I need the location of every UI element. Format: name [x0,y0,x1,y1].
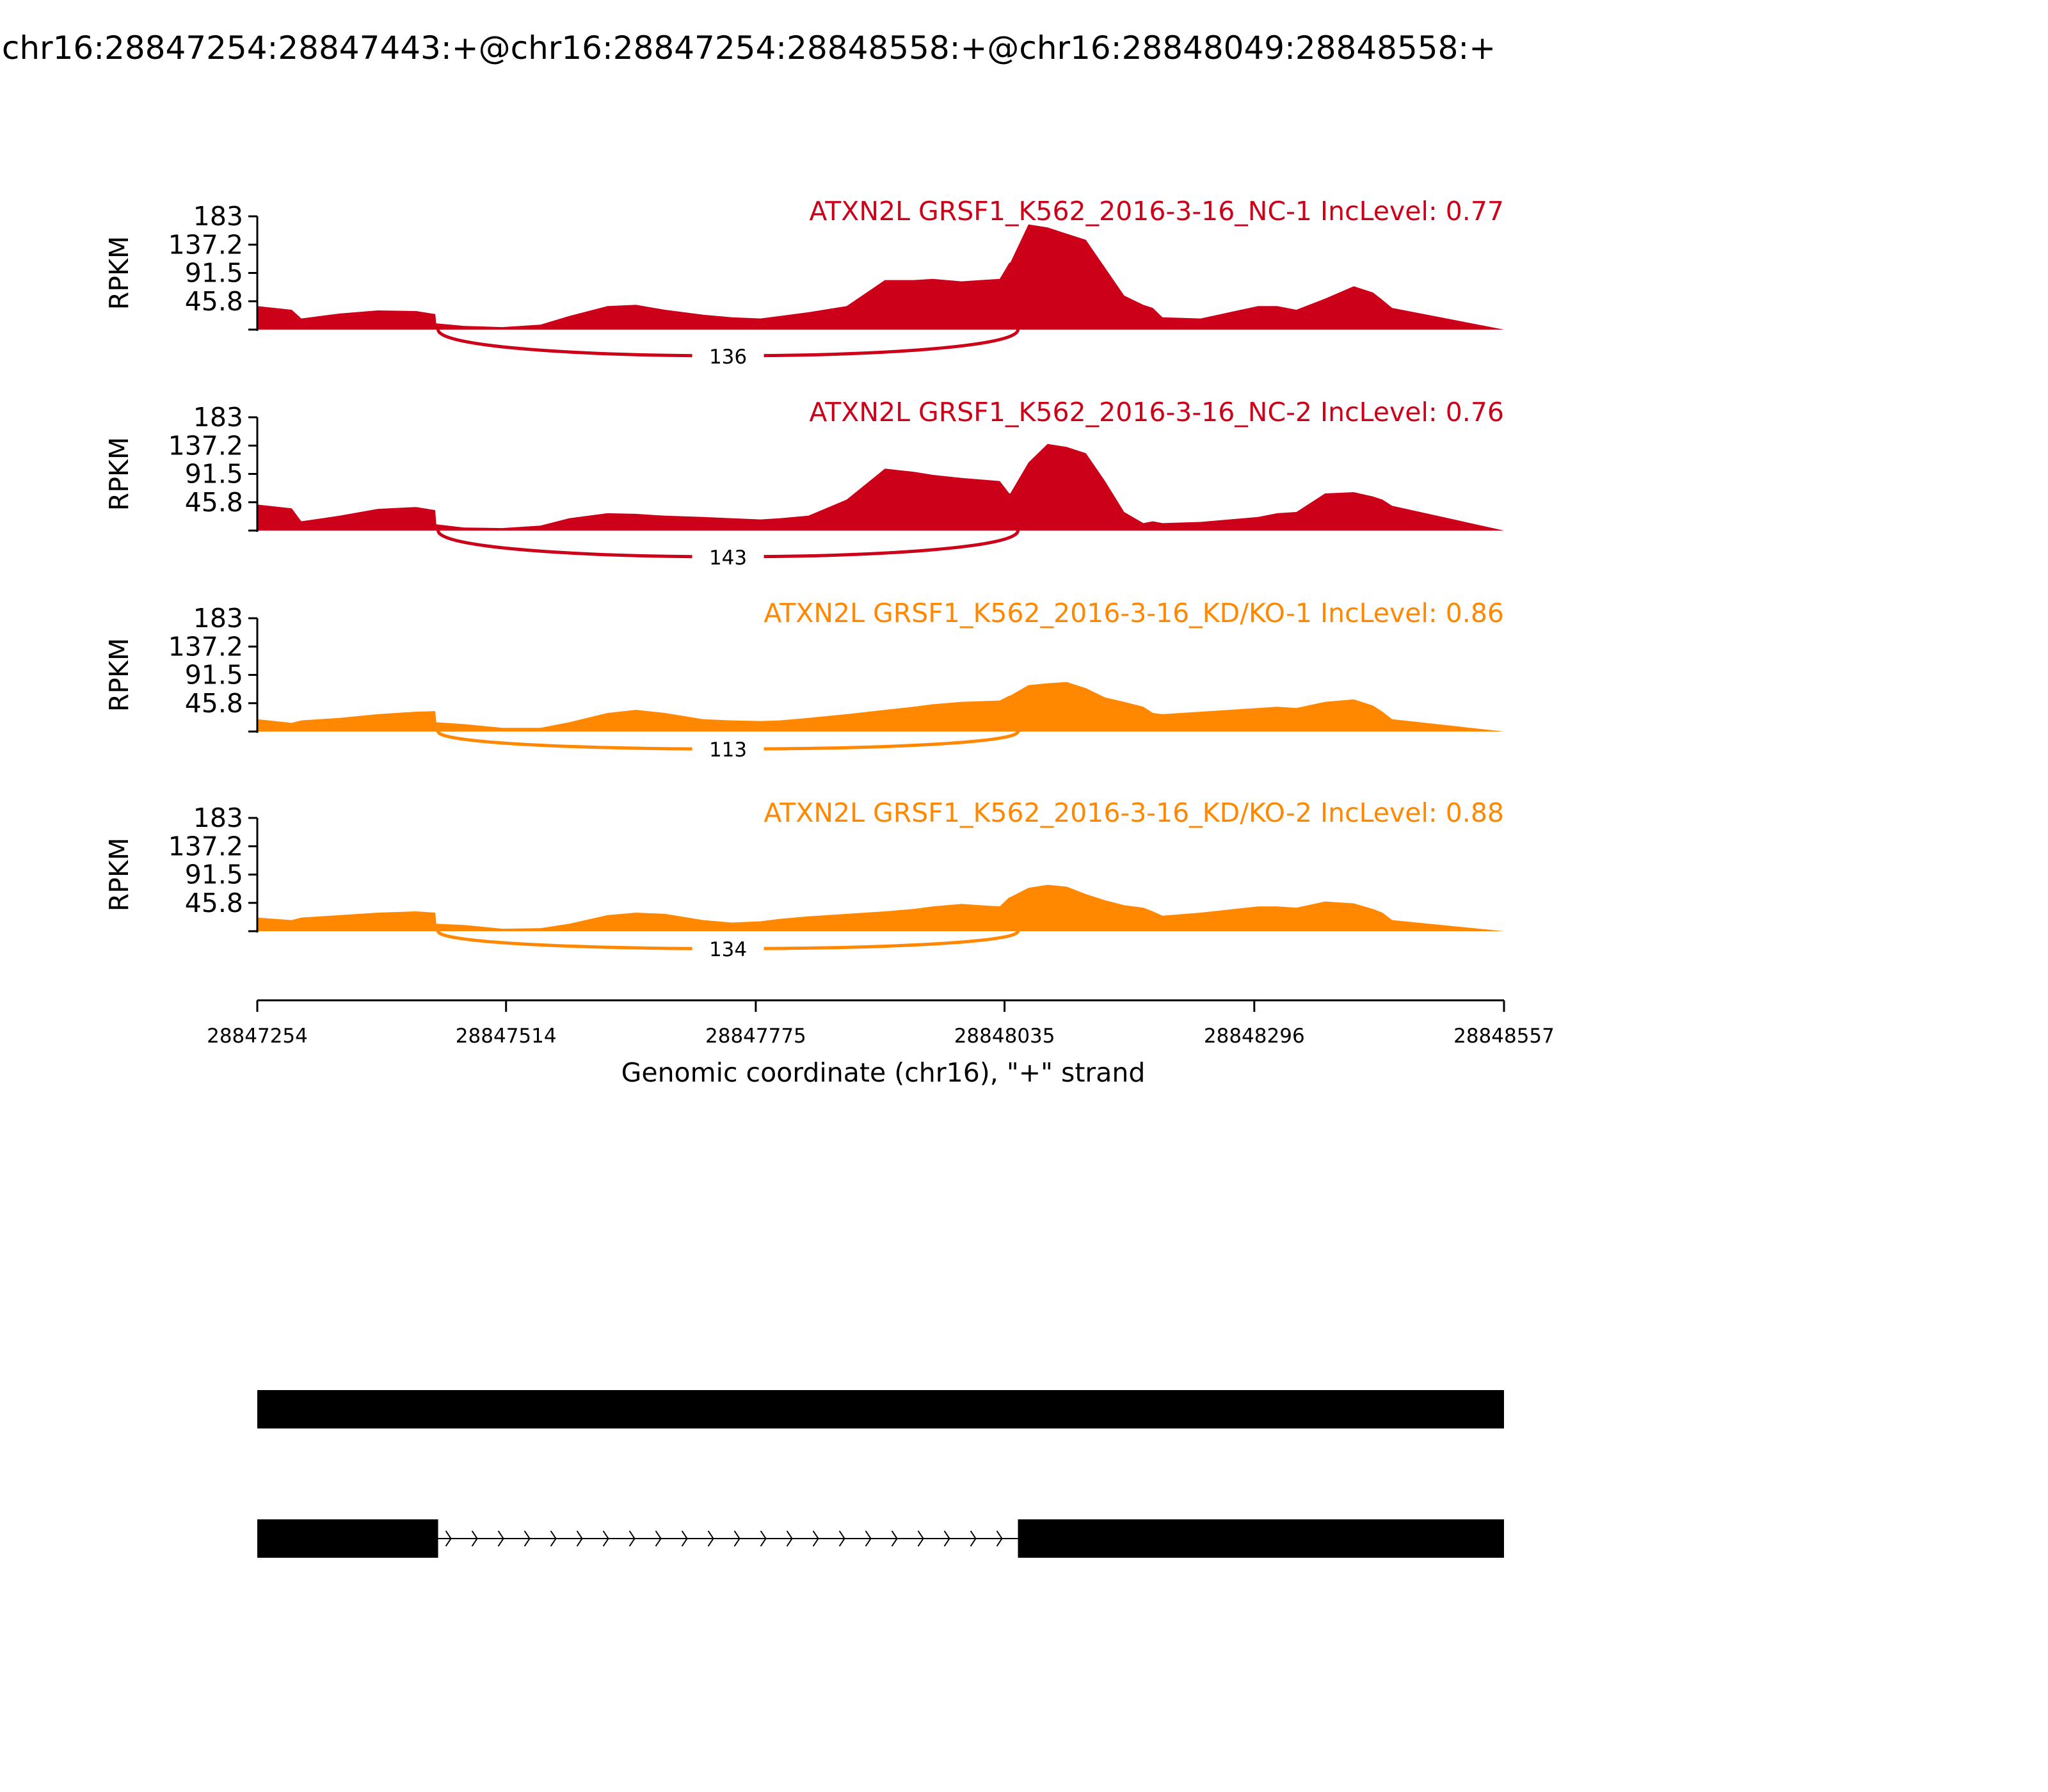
y-tick-label: 183 [193,201,243,232]
y-axis-label: RPKM [104,436,134,511]
coverage-area [257,682,1504,732]
coverage-area [257,885,1504,932]
y-tick-label: 91.5 [184,257,243,289]
x-tick-label: 28847254 [207,1025,308,1048]
coverage-area [257,225,1504,330]
coverage-panel [104,397,1504,572]
y-axis-label: RPKM [104,236,134,310]
coverage-area [257,444,1504,531]
y-tick-label: 91.5 [184,859,243,890]
junction-count: 134 [708,938,748,961]
x-axis-label: Genomic coordinate (chr16), "+" strand [621,1057,1146,1088]
chart-title: chr16:28847254:28847443:+@chr16:28847254:28848558:+@chr16:28848049:28848558:+ [1,29,1496,67]
y-tick-label: 45.8 [184,887,243,918]
x-tick-label: 28848557 [1453,1025,1555,1048]
y-tick-label: 91.5 [184,659,243,691]
exon-block [1018,1519,1504,1558]
x-tick-label: 28848035 [954,1025,1055,1048]
gene-model [257,1519,1504,1558]
sample-label: ATXN2L GRSF1_K562_2016-3-16_KD/KO-1 IncLevel: 0.86 [764,598,1504,628]
coverage-panel [104,797,1504,963]
coverage-panel [104,598,1504,764]
sample-label: ATXN2L GRSF1_K562_2016-3-16_KD/KO-2 IncLevel: 0.88 [764,797,1504,828]
y-tick-label: 45.8 [184,486,243,518]
y-tick-label: 137.2 [168,229,243,260]
sample-label: ATXN2L GRSF1_K562_2016-3-16_NC-1 IncLevel: 0.77 [809,196,1504,227]
x-tick-label: 28847775 [705,1025,806,1048]
x-axis [207,1000,1555,1048]
sample-label: ATXN2L GRSF1_K562_2016-3-16_NC-2 IncLevel: 0.76 [809,397,1504,428]
y-axis-label: RPKM [104,837,134,912]
gene-model [257,1390,1504,1428]
coverage-panels [104,196,1504,963]
y-tick-label: 183 [193,803,243,833]
coverage-panel [104,196,1504,371]
gene-models [257,1390,1504,1558]
x-tick-label: 28848296 [1203,1025,1305,1048]
exon-block [257,1519,438,1558]
y-tick-label: 183 [193,603,243,634]
junction-count: 143 [708,547,748,570]
y-axis-label: RPKM [104,637,134,712]
y-tick-label: 45.8 [184,687,243,719]
x-tick-label: 28847514 [455,1025,557,1048]
y-tick-label: 45.8 [184,285,243,317]
y-tick-label: 91.5 [184,458,243,490]
y-tick-label: 137.2 [168,430,243,461]
junction-count: 136 [708,346,748,369]
y-tick-label: 137.2 [168,831,243,862]
y-tick-label: 137.2 [168,631,243,662]
exon-block [257,1390,1504,1428]
junction-count: 113 [708,739,748,762]
y-tick-label: 183 [193,402,243,433]
